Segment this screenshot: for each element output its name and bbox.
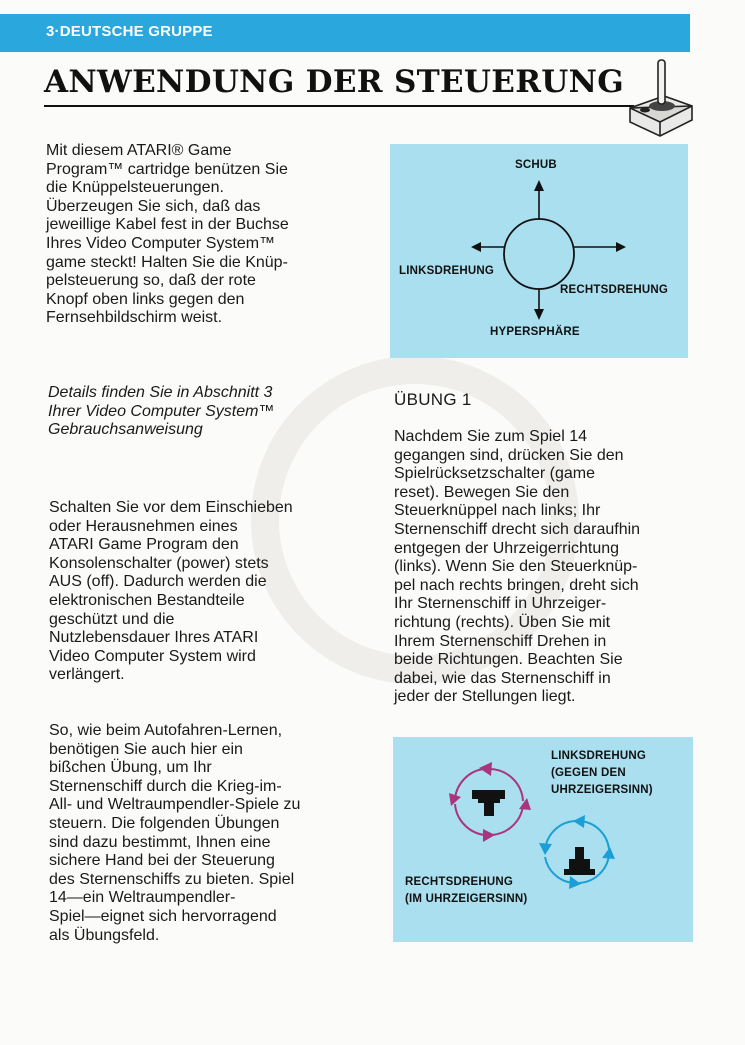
rotation-diagram [393,737,693,942]
text-line: als Übungsfeld. [49,926,160,944]
text-line: All- und Weltraumpendler-Spiele zu [49,796,301,814]
text-line: pel nach rechts bringen, dreht sich [394,576,639,594]
text-line: UHRZEIGERSINN) [551,784,653,796]
text-line: Spielrücksetzschalter (game [394,465,595,483]
text-line: Nachdem Sie zum Spiel 14 [394,428,587,445]
page-title: ANWENDUNG DER STEUERUNG [44,64,625,100]
intro-paragraph [46,142,289,328]
text-line: Überzeugen Sie sich, daß das [46,197,261,215]
label-turn-left: LINKSDREHUNG [399,265,495,277]
text-line: bißchen Übung, um Ihr [49,759,212,777]
label-counterclockwise [551,748,653,799]
text-line: des Sternenschiffs zu bieten. Spiel [49,870,295,888]
text-line: Konsolenschalter (power) stets [49,554,269,572]
text-line: Fernsehbildschirm weist. [46,309,223,327]
text-line: Gebrauchsanweisung [48,421,203,439]
label-hyperspace: HYPERSPHÄRE [490,326,580,338]
text-line: Sternenschiff durch die Krieg-im- [49,777,282,795]
title-rule [44,105,634,107]
text-line: geschützt und die [49,610,175,628]
text-line: gegangen sind, drücken Sie den [394,446,624,464]
text-line: Details finden Sie in Abschnitt 3 [48,384,273,401]
text-line: entgegen der Uhrzeigerrichtung [394,539,620,557]
text-line: verlängert. [49,666,125,684]
text-line: jeweillige Kabel fest in der Buchse [46,216,289,234]
text-line: reset). Bewegen Sie den [394,483,570,501]
text-line: steuern. Die folgenden Übungen [49,814,280,832]
text-line: oder Herausnehmen eines [49,517,238,535]
practice-paragraph [49,722,300,945]
text-line: So, wie beim Autofahren-Lernen, [49,722,283,739]
text-line: sichere Hand bei der Steuerung [49,852,275,870]
text-line: Sternenschiff drecht sich daraufhin [394,520,641,538]
text-line: Knopf oben links gegen den [46,290,245,308]
text-line: ATARI Game Program den [49,536,239,554]
label-thrust: SCHUB [515,159,557,171]
text-line: Mit diesem ATARI® Game [46,142,232,159]
text-line: (IM UHRZEIGERSINN) [405,893,528,905]
text-line: LINKSDREHUNG [551,750,647,762]
label-clockwise [405,874,527,908]
text-line: richtung (rechts). Üben Sie mit [394,613,611,631]
text-line: die Knüppelsteuerungen. [46,179,224,197]
text-line: Ihr Sternenschiff in Uhrzeiger- [394,595,607,613]
text-line: Steuerknüppel nach links; Ihr [394,502,601,520]
text-line: sind dazu bestimmt, Ihnen eine [49,833,271,851]
text-line: 14—ein Weltraumpendler- [49,889,236,907]
text-line: elektronischen Bestandteile [49,591,245,609]
text-line: RECHTSDREHUNG [405,876,514,888]
ship-icon [472,790,505,816]
text-line: Spiel—eignet sich hervorragend [49,907,277,925]
ship-icon [564,847,595,875]
text-line: Ihrer Video Computer System™ [48,402,275,420]
controls-diagram [390,144,688,358]
section-label: 3·DEUTSCHE GRUPPE [46,23,213,40]
text-line: Program™ cartridge benützen Sie [46,160,288,178]
text-line: Video Computer System wird [49,647,256,665]
details-note [48,384,274,440]
text-line: Nutzlebensdauer Ihres ATARI [49,629,259,647]
label-turn-right: RECHTSDREHUNG [560,284,669,296]
exercise-heading: ÜBUNG 1 [394,390,472,409]
text-line: (GEGEN DEN [551,767,626,779]
text-line: benötigen Sie auch hier ein [49,740,243,758]
text-line: (links). Wenn Sie den Steuerknüp- [394,558,638,576]
text-line: AUS (off). Dadurch werden die [49,573,267,591]
text-line: pelsteuerung so, daß der rote [46,272,256,290]
text-line: game steckt! Halten Sie die Knüp- [46,253,288,271]
text-line: jeder der Stellungen liegt. [394,688,576,706]
section-header-band [0,14,690,52]
joystick-icon [626,52,696,144]
text-line: Ihrem Sternenschiff Drehen in [394,632,607,650]
text-line: Ihres Video Computer System™ [46,234,276,252]
text-line: dabei, wie das Sternenschiff in [394,669,611,687]
text-line: beide Richtungen. Beachten Sie [394,651,623,669]
exercise-paragraph [394,428,640,707]
power-paragraph [49,499,293,685]
text-line: Schalten Sie vor dem Einschieben [49,499,293,516]
